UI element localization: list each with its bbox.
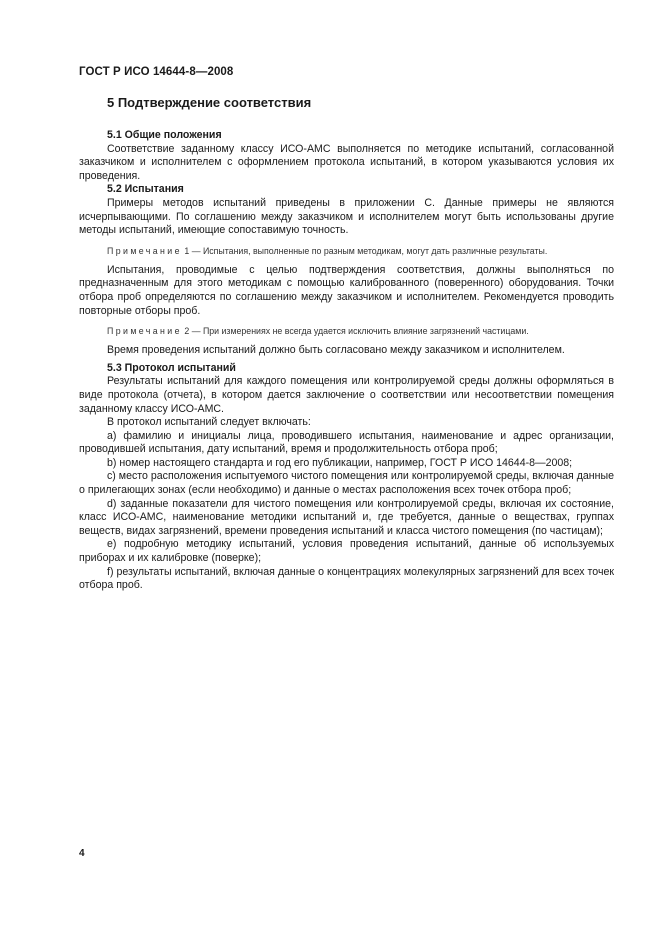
note-1-label: Примечание bbox=[107, 245, 182, 256]
document-header: ГОСТ Р ИСО 14644-8—2008 bbox=[79, 66, 234, 78]
section-5-1-paragraph: Соответствие заданному классу ИСО-АМС выполняется по методике испытаний, согласованной заказчиком и исполнителем с оформлением протокола испытаний, в котором указываются условия их проведения. bbox=[79, 142, 614, 182]
note-2-text: 2 — При измерениях не всегда удается исключить влияние загрязнений частицами. bbox=[181, 326, 529, 337]
note-2-label: Примечание bbox=[107, 326, 182, 337]
list-item-a: a) фамилию и инициалы лица, проводившего испытания, наименование и адрес организации, проводившей испытания, дату испытаний, время и продолжительность отбора проб; bbox=[79, 429, 614, 456]
section-5-2-paragraph-2: Испытания, проводимые с целью подтверждения соответствия, должны выполняться по предназначенным для этого методикам с помощью калиброванного (поверенного) оборудования. Точки отбора проб определяются по соглашению между заказчиком и исполнителем. Рекомендуется проводить повторные отборы проб. bbox=[79, 263, 614, 317]
note-2 bbox=[79, 325, 614, 337]
section-5-2-paragraph-1: Примеры методов испытаний приведены в приложении С. Данные примеры не являются исчерпывающими. По соглашению между заказчиком и исполнителем могут быть использованы другие методы испытаний, имеющие сопоставимую точность. bbox=[79, 196, 614, 237]
list-item-b: b) номер настоящего стандарта и год его публикации, например, ГОСТ Р ИСО 14644-8—2008; bbox=[107, 456, 573, 469]
list-item-c: c) место расположения испытуемого чистого помещения или контролируемой среды, включая данные о прилегающих зонах (если необходимо) и данные о местах расположения всех точек отбора проб; bbox=[79, 470, 614, 497]
section-5-3-paragraph-1: Результаты испытаний для каждого помещения или контролируемой среды должны оформляться в виде протокола (отчета), в котором дается заключение о соответствии или несоответствии помещения заданному классу ИСО-АМС. bbox=[79, 375, 614, 415]
section-5-3-title: 5.3 Протокол испытаний bbox=[107, 361, 236, 374]
section-5-3-paragraph-2: В протокол испытаний следует включать: bbox=[107, 416, 311, 429]
section-5-title: 5 Подтверждение соответствия bbox=[107, 95, 312, 110]
page-number: 4 bbox=[79, 848, 85, 859]
section-5-2-title: 5.2 Испытания bbox=[107, 183, 184, 196]
note-1 bbox=[79, 245, 614, 257]
list-item-e: e) подробную методику испытаний, условия проведения испытаний, данные об используемых приборах и их калибровке (поверке); bbox=[79, 538, 614, 565]
document-body bbox=[79, 88, 614, 593]
section-5-1-title: 5.1 Общие положения bbox=[107, 129, 222, 141]
list-item-d: d) заданные показатели для чистого помещения или контролируемой среды, включая их состояние, класс ИСО-АМС, наименование методики испытаний и, где требуется, данные о веществах, группах веществ, видах загрязнений, времени проведения испытаний и класса чистого помещения (по частицам); bbox=[79, 497, 614, 537]
section-5-2-paragraph-3: Время проведения испытаний должно быть согласовано между заказчиком и исполнителем. bbox=[107, 344, 565, 357]
list-item-f: f) результаты испытаний, включая данные о концентрациях молекулярных загрязнений для всех точек отбора проб. bbox=[79, 565, 614, 592]
note-1-text: 1 — Испытания, выполненные по разным методикам, могут дать различные результаты. bbox=[181, 245, 548, 256]
